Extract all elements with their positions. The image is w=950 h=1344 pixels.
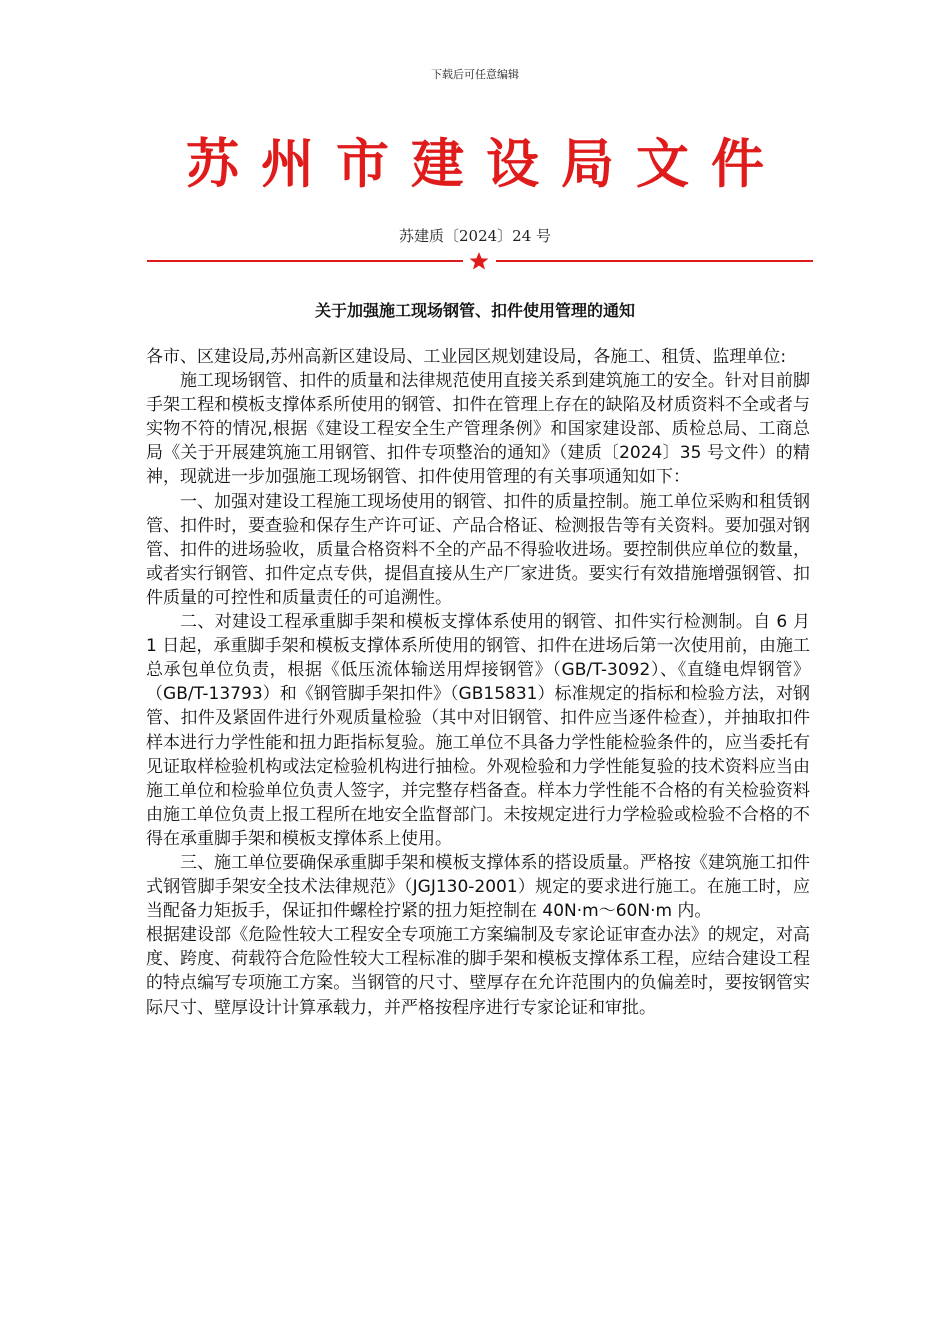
intro-paragraph: 施工现场钢管、扣件的质量和法律规范使用直接关系到建筑施工的安全。针对目前脚手架工程和模板支撑体系所使用的钢管、扣件在管理上存在的缺陷及材质资料不全或者与实物不符的情况,根据《建设工程安全生产管理条例》和国家建设部、质检总局、工商总局《关于开展建筑施工用钢管、扣件专项整治的通知》（建质〔2024〕35 号文件）的精神，现就进一步加强施工现场钢管、扣件使用管理的有关事项通知如下：: [146, 371, 810, 488]
special-plan-paragraph: 根据建设部《危险性较大工程安全专项施工方案编制及专家论证审查办法》的规定，对高度、跨度、荷载符合危险性较大工程标准的脚手架和模板支撑体系工程，应结合建设工程的特点编写专项施工方案。当钢管的尺寸、壁厚存在允许范围内的负偏差时，要按钢管实际尺寸、壁厚设计计算承载力，并严格按程序进行专家论证和审批。: [146, 925, 810, 1018]
notice-title: 关于加强施工现场钢管、扣件使用管理的通知: [314, 301, 635, 320]
top-note: 下载后可任意编辑: [431, 68, 519, 81]
document-body: [146, 345, 810, 1020]
section-2-paragraph: 二、对建设工程承重脚手架和模板支撑体系使用的钢管、扣件实行检测制。自 6 月 1 日起，承重脚手架和模板支撑体系所使用的钢管、扣件在进场后第一次使用前，由施工总承包单位负责，根据《低压流体输送用焊接钢管》（GB/T-3092）、《直缝电焊钢管》（GB/T-13793）和《钢管脚手架扣件》（GB15831）标准规定的指标和检验方法，对钢管、扣件及紧固件进行外观质量检验（其中对旧钢管、扣件应当逐件检查），并抽取扣件样本进行力学性能和扭力距指标复验。施工单位不具备力学性能检验条件的，应当委托有见证取样检验机构或法定检验机构进行抽检。外观检验和力学性能复验的技术资料应当由施工单位和检验单位负责人签字，并完整存档备查。样本力学性能不合格的有关检验资料由施工单位负责上报工程所在地安全监督部门。未按规定进行力学检验或检验不合格的不得在承重脚手架和模板支撑体系上使用。: [146, 612, 810, 849]
header-divider-right: [496, 260, 813, 262]
document-header-title: 苏州市建设局文件: [186, 133, 786, 195]
document-number: 苏建质〔2024〕24 号: [398, 227, 552, 245]
section-3-paragraph: 三、施工单位要确保承重脚手架和模板支撑体系的搭设质量。严格按《建筑施工扣件式钢管脚手架安全技术法律规范》（JGJ130-2001）规定的要求进行施工。在施工时，应当配备力矩扳手，保证扣件螺栓拧紧的扭力矩控制在 40N·m～60N·m 内。: [146, 852, 810, 922]
addressee-paragraph: 各市、区建设局,苏州高新区建设局、工业园区规划建设局，各施工、租赁、监理单位:: [146, 347, 787, 367]
header-divider-left: [147, 260, 463, 262]
section-1-paragraph: 一、加强对建设工程施工现场使用的钢管、扣件的质量控制。施工单位采购和租赁钢管、扣件时，要查验和保存生产许可证、产品合格证、检测报告等有关资料。要加强对钢管、扣件的进场验收，质量合格资料不全的产品不得验收进场。要控制供应单位的数量，或者实行钢管、扣件定点专供，提倡直接从生产厂家进货。要实行有效措施增强钢管、扣件质量的可控性和质量责任的可追溯性。: [146, 491, 810, 608]
star-icon: [468, 251, 490, 271]
